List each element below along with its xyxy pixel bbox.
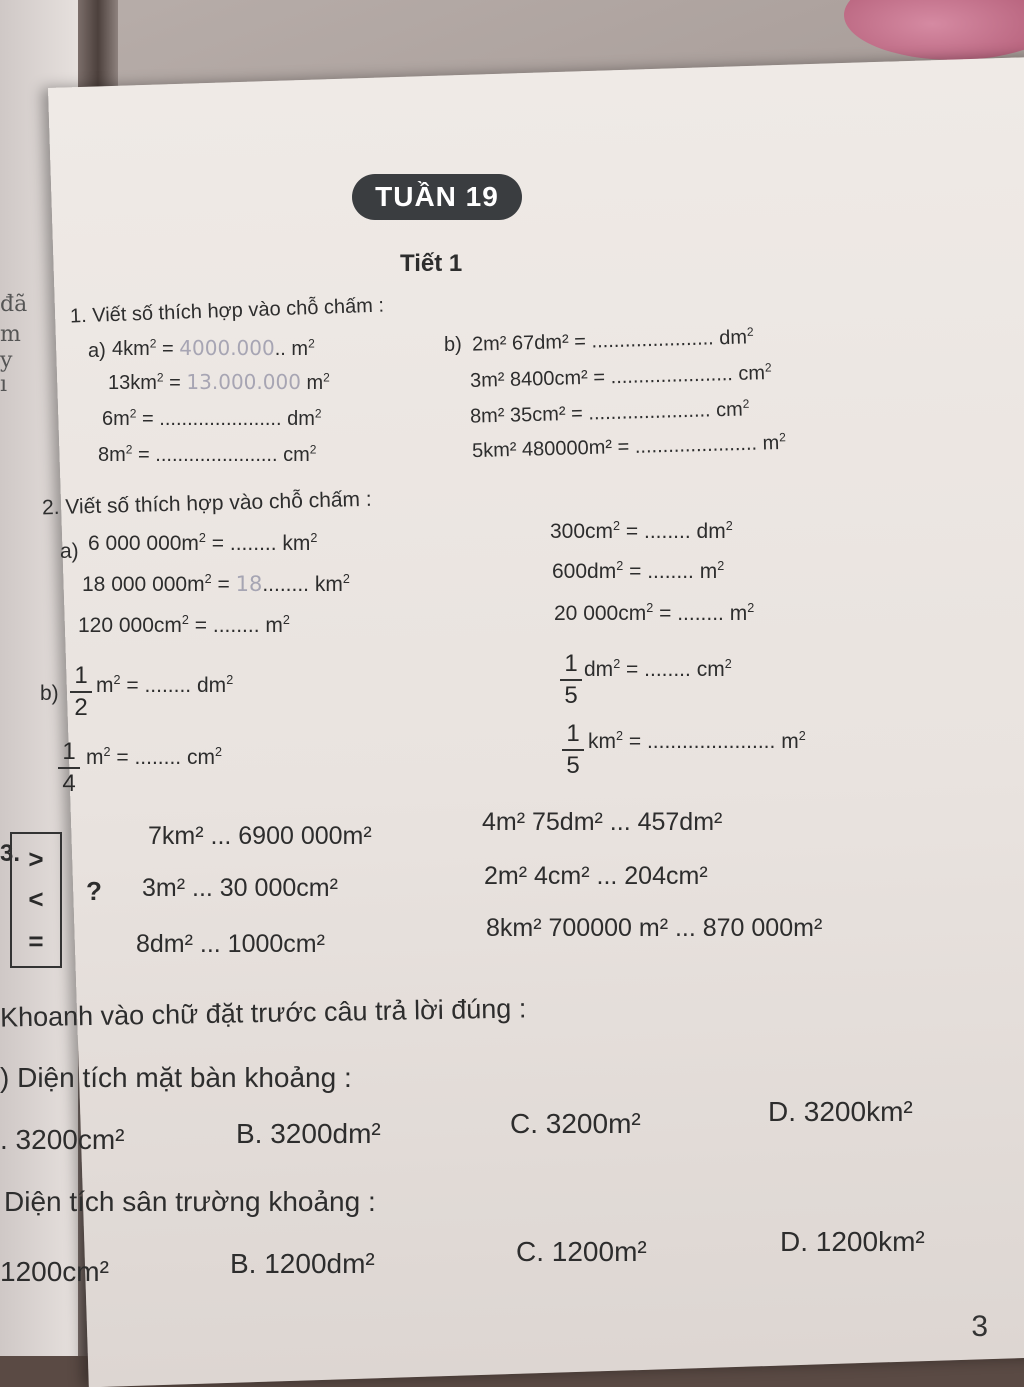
greater-than-symbol: >	[28, 844, 44, 874]
ex3-label: 3.	[0, 840, 21, 867]
answer-option[interactable]: D. 3200km²	[768, 1096, 913, 1127]
ex2-b-row: $m^2$ = ........ $dm^2$	[96, 673, 234, 697]
comparison-symbol-box	[10, 832, 62, 968]
ex2-a-row: 20 $000cm^2$ = ........ $m^2$	[554, 601, 755, 625]
left-page-fragment: đã	[0, 292, 28, 317]
ex4-title: Khoanh vào chữ đặt trước câu trả lời đúng :	[0, 993, 527, 1033]
ex2-b-row: $dm^2$ = ........ $cm^2$	[584, 657, 732, 681]
ex1-b-label: b)	[444, 334, 462, 356]
ex4-question-2: Diện tích sân trường khoảng :	[4, 1186, 376, 1217]
fraction: 1 4	[58, 738, 80, 798]
ex2-b-label: b)	[40, 682, 59, 705]
ex3-row-right: 2m² 4cm² ... 204cm²	[484, 862, 708, 890]
left-page-fragment: y	[0, 348, 13, 373]
ex2-a-row: 120 $000cm^2$ = ........ $m^2$	[78, 613, 290, 637]
ex3-row-right: 4m² 75dm² ... 457dm²	[482, 808, 723, 836]
answer-option[interactable]: D. 1200km²	[780, 1226, 925, 1257]
answer-option[interactable]: C. 1200m²	[516, 1236, 647, 1267]
ex1-b-row: 8m² 35cm² = ...................... $cm^2$	[469, 396, 750, 428]
ex3-row-left: 8dm² ... 1000cm²	[136, 930, 325, 958]
ex1-a-row: $6m^2$ = ...................... $dm^2$	[102, 406, 322, 430]
ex1-b-row: 3m² 8400cm² = ...................... $cm^2$	[469, 360, 772, 392]
answer-option[interactable]: B. 1200dm²	[230, 1248, 375, 1279]
fraction: 1 5	[562, 720, 584, 780]
ex1-title: 1. Viết số thích hợp vào chỗ chấm :	[69, 294, 385, 328]
less-than-symbol: <	[28, 884, 44, 914]
ex1-b-row: 5km² 480000m² = ...................... $m^2$	[471, 430, 786, 463]
answer-option[interactable]: 1200cm²	[0, 1256, 109, 1287]
answer-option[interactable]: C. 3200m²	[510, 1108, 641, 1139]
ex2-b-row: $m^2$ = ........ $cm^2$	[86, 745, 223, 769]
left-page-fragment: m	[0, 322, 21, 347]
answer-option[interactable]: . 3200cm²	[0, 1124, 125, 1155]
ex3-row-left: 3m² ... 30 000cm²	[142, 874, 338, 902]
fraction: 1 5	[560, 650, 582, 710]
ex2-a-row: $600dm^2$ = ........ $m^2$	[552, 559, 725, 583]
fraction: 1 2	[70, 662, 92, 722]
ex3-row-left: 7km² ... 6900 000m²	[148, 822, 372, 850]
ex2-a-row: 18 000 $000m^2 = 18$........ $km^2$	[82, 572, 350, 596]
ex3-row-right: 8km² 700000 m² ... 870 000m²	[486, 914, 823, 942]
ex2-b-row: $km^2$ = ...................... $m^2$	[588, 729, 806, 753]
ex1-a-row: $13km^2 = 13.000.000$ $m^2$	[108, 370, 330, 394]
ex1-a-label: a)	[88, 340, 106, 362]
ex3-question-mark: ?	[86, 876, 102, 906]
ex2-title: 2. Viết số thích hợp vào chỗ chấm :	[41, 487, 372, 520]
equals-symbol: =	[28, 926, 44, 956]
ex1-b-row: 2m² 67dm² = ...................... $dm^2$	[471, 324, 754, 356]
ex4-question-1: ) Diện tích mặt bàn khoảng :	[0, 1062, 352, 1093]
ex1-a-row: $8m^2$ = ...................... $cm^2$	[98, 442, 317, 466]
left-page-fragment: ı	[0, 372, 8, 397]
ex2-a-row: $300cm^2$ = ........ $dm^2$	[550, 519, 733, 543]
answer-option[interactable]: B. 3200dm²	[236, 1118, 381, 1149]
ex2-a-row: 6 000 $000m^2$ = ........ $km^2$	[88, 531, 318, 555]
week-badge: TUẦN 19	[352, 174, 522, 220]
lesson-title: Tiết 1	[400, 250, 463, 277]
ex2-a-label: a)	[60, 540, 79, 563]
ex1-a-row: $4km^2 = 4000.000$.. $m^2$	[112, 336, 315, 360]
page-number: 3	[971, 1310, 988, 1343]
